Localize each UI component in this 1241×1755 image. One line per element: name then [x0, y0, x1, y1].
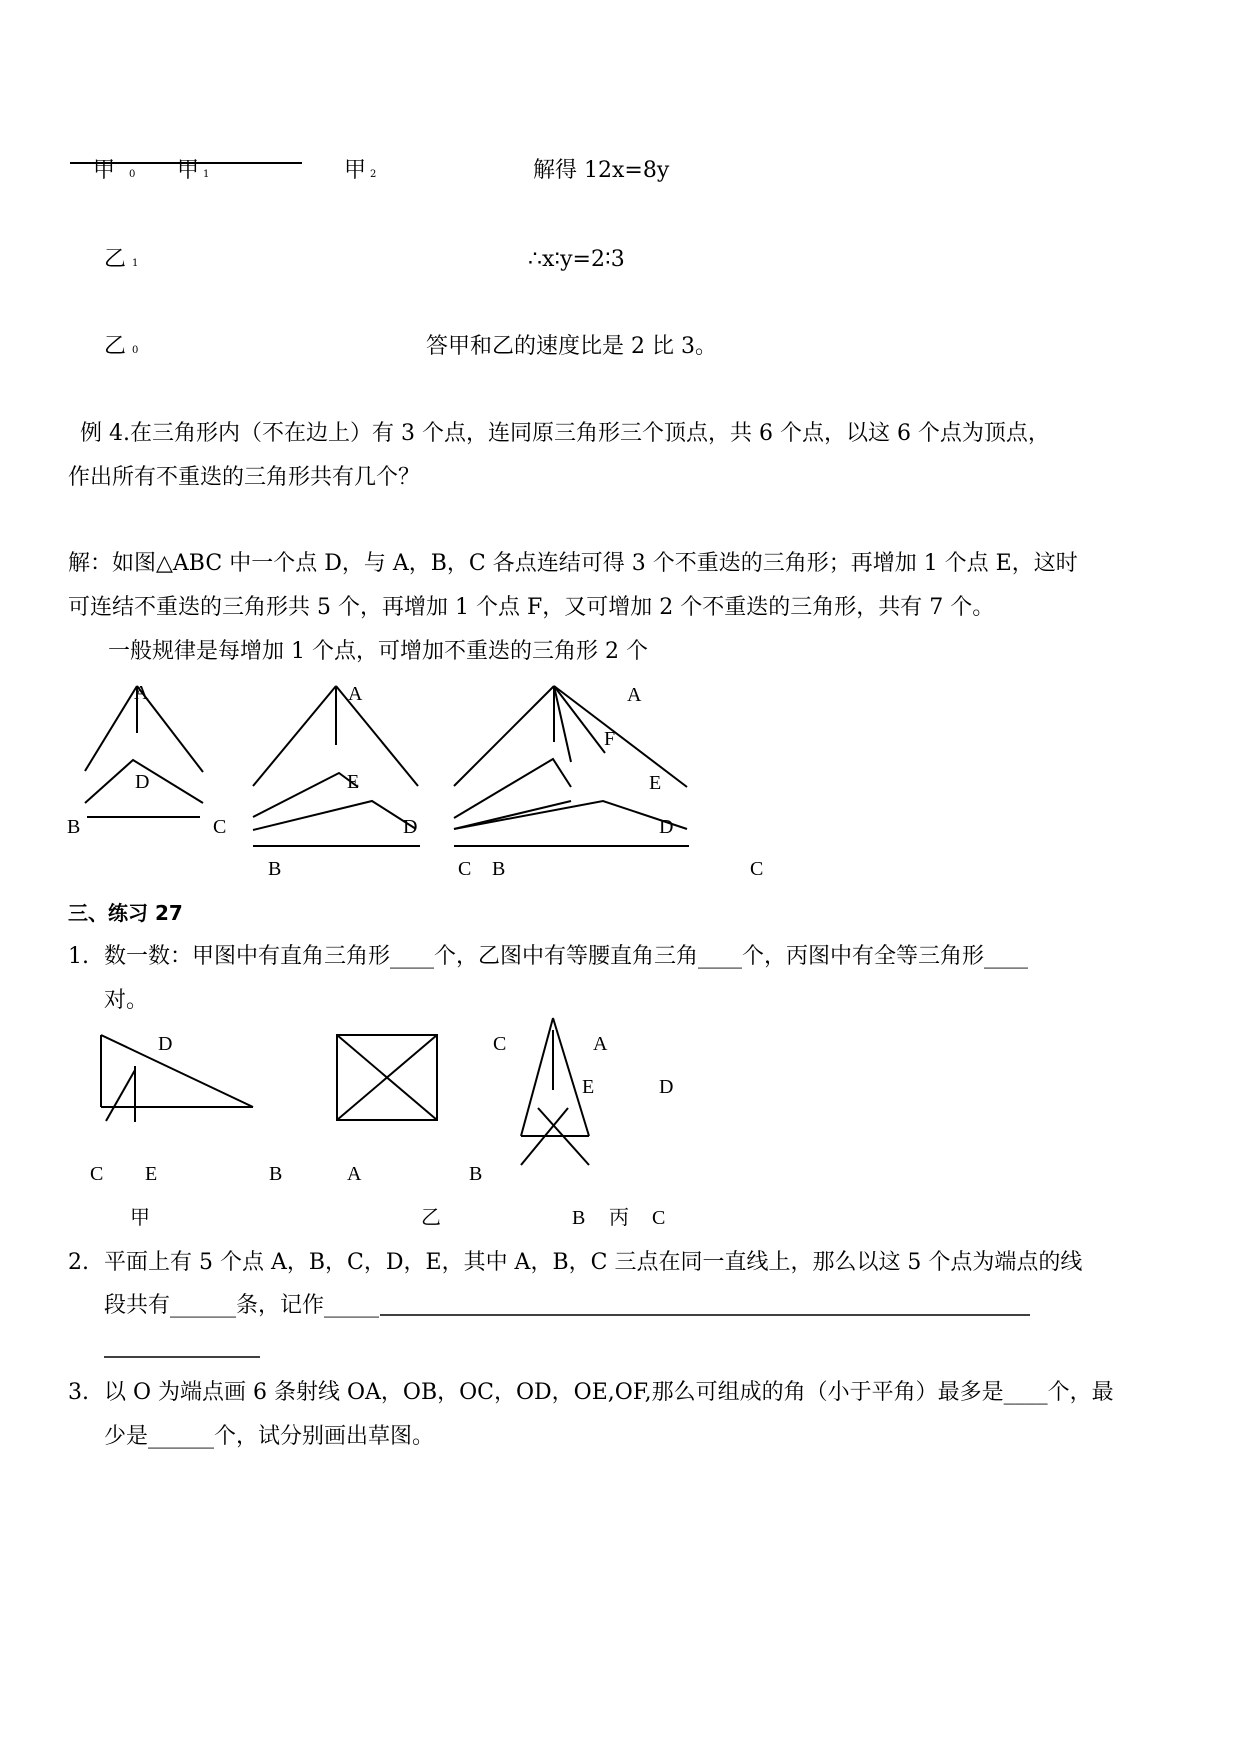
q3-line1: 以 O 为端点画 6 条射线 OA，OB，OC，OD，OE,OF,那么可组成的角（小于平角）最多是____个，最	[104, 1380, 1114, 1405]
solution-line-2: ∴x∶y=2∶3	[528, 247, 625, 272]
fig3-label-e: E	[649, 772, 662, 794]
fig1-label-c: C	[213, 816, 227, 838]
label-jia2: 甲 2	[344, 158, 377, 183]
example4-rule: 一般规律是每增加 1 个点，可增加不重迭的三角形 2 个	[108, 639, 648, 664]
fig1-label-d: D	[135, 771, 150, 793]
q1-jia-label-e: E	[145, 1163, 158, 1185]
q2-line2: 段共有______条，记作_____	[104, 1293, 380, 1318]
fig3-label-f: F	[604, 728, 616, 750]
q1-caption-bing: 丙	[609, 1205, 629, 1229]
example4-solution-line1: 解：如图△ABC 中一个点 D，与 A，B，C 各点连结可得 3 个不重迭的三角形；再增加 1 个点 E，这时	[68, 551, 1078, 576]
fig2-label-a: A	[348, 683, 363, 705]
fig3-label-d: D	[659, 816, 674, 838]
q1-number: 1.	[68, 944, 89, 969]
q1-line1: 数一数：甲图中有直角三角形____个，乙图中有等腰直角三角____个，丙图中有全等三角形____	[104, 944, 1029, 969]
fig2-label-b: B	[268, 858, 282, 880]
fig3-label-c: C	[750, 858, 764, 880]
q1-bing-label-c: C	[493, 1033, 507, 1055]
q3-line2: 少是______个，试分别画出草图。	[104, 1424, 435, 1449]
label-yi1: 乙 1	[104, 247, 139, 272]
q1-bing-label-d: D	[659, 1076, 674, 1098]
q2-line1: 平面上有 5 个点 A，B，C，D，E，其中 A，B，C 三点在同一直线上，那么以这 5 个点为端点的线	[104, 1250, 1083, 1275]
fig2-label-c: C	[458, 858, 472, 880]
q3-number: 3.	[68, 1380, 89, 1405]
q1-bing-label-b: B	[572, 1207, 586, 1229]
q1-line2: 对。	[104, 988, 149, 1013]
label-jia1: 甲 1	[177, 158, 210, 183]
q1-jia-label-d: D	[158, 1033, 173, 1055]
q2-number: 2.	[68, 1250, 89, 1275]
q1-caption-yi: 乙	[421, 1205, 441, 1229]
fig1-label-a: A	[134, 682, 149, 704]
label-yi0: 乙 0	[104, 334, 139, 359]
example4-line1: 例 4.在三角形内（不在边上）有 3 个点，连同原三角形三个顶点，共 6 个点，以这 6 个点为顶点，	[80, 421, 1050, 446]
fig3-label-a: A	[627, 684, 642, 706]
q1-yi-label-a: A	[347, 1163, 362, 1185]
q1-bing-label-e: E	[582, 1076, 595, 1098]
solution-line-3: 答甲和乙的速度比是 2 比 3。	[426, 334, 717, 359]
q1-jia-label-b: B	[269, 1163, 283, 1185]
fig3-label-b: B	[492, 858, 506, 880]
fig2-label-d: D	[403, 816, 418, 838]
label-jia0: 甲 0	[93, 158, 136, 183]
fig1-label-b: B	[67, 816, 81, 838]
q1-jia-label-c: C	[90, 1163, 104, 1185]
example4-line2: 作出所有不重迭的三角形共有几个？	[68, 465, 421, 490]
example4-solution-line2: 可连结不重迭的三角形共 5 个，再增加 1 个点 F，又可增加 2 个不重迭的三角形，共有 7 个。	[68, 595, 995, 620]
q1-bing-label-c2: C	[652, 1207, 666, 1229]
q1-yi-label-b: B	[469, 1163, 483, 1185]
section-title: 三、练习 27	[68, 901, 183, 925]
solution-line-1: 解得 12x=8y	[533, 158, 670, 183]
q1-bing-label-a: A	[593, 1033, 608, 1055]
q1-caption-jia: 甲	[130, 1205, 150, 1229]
fig2-label-e: E	[347, 771, 360, 793]
